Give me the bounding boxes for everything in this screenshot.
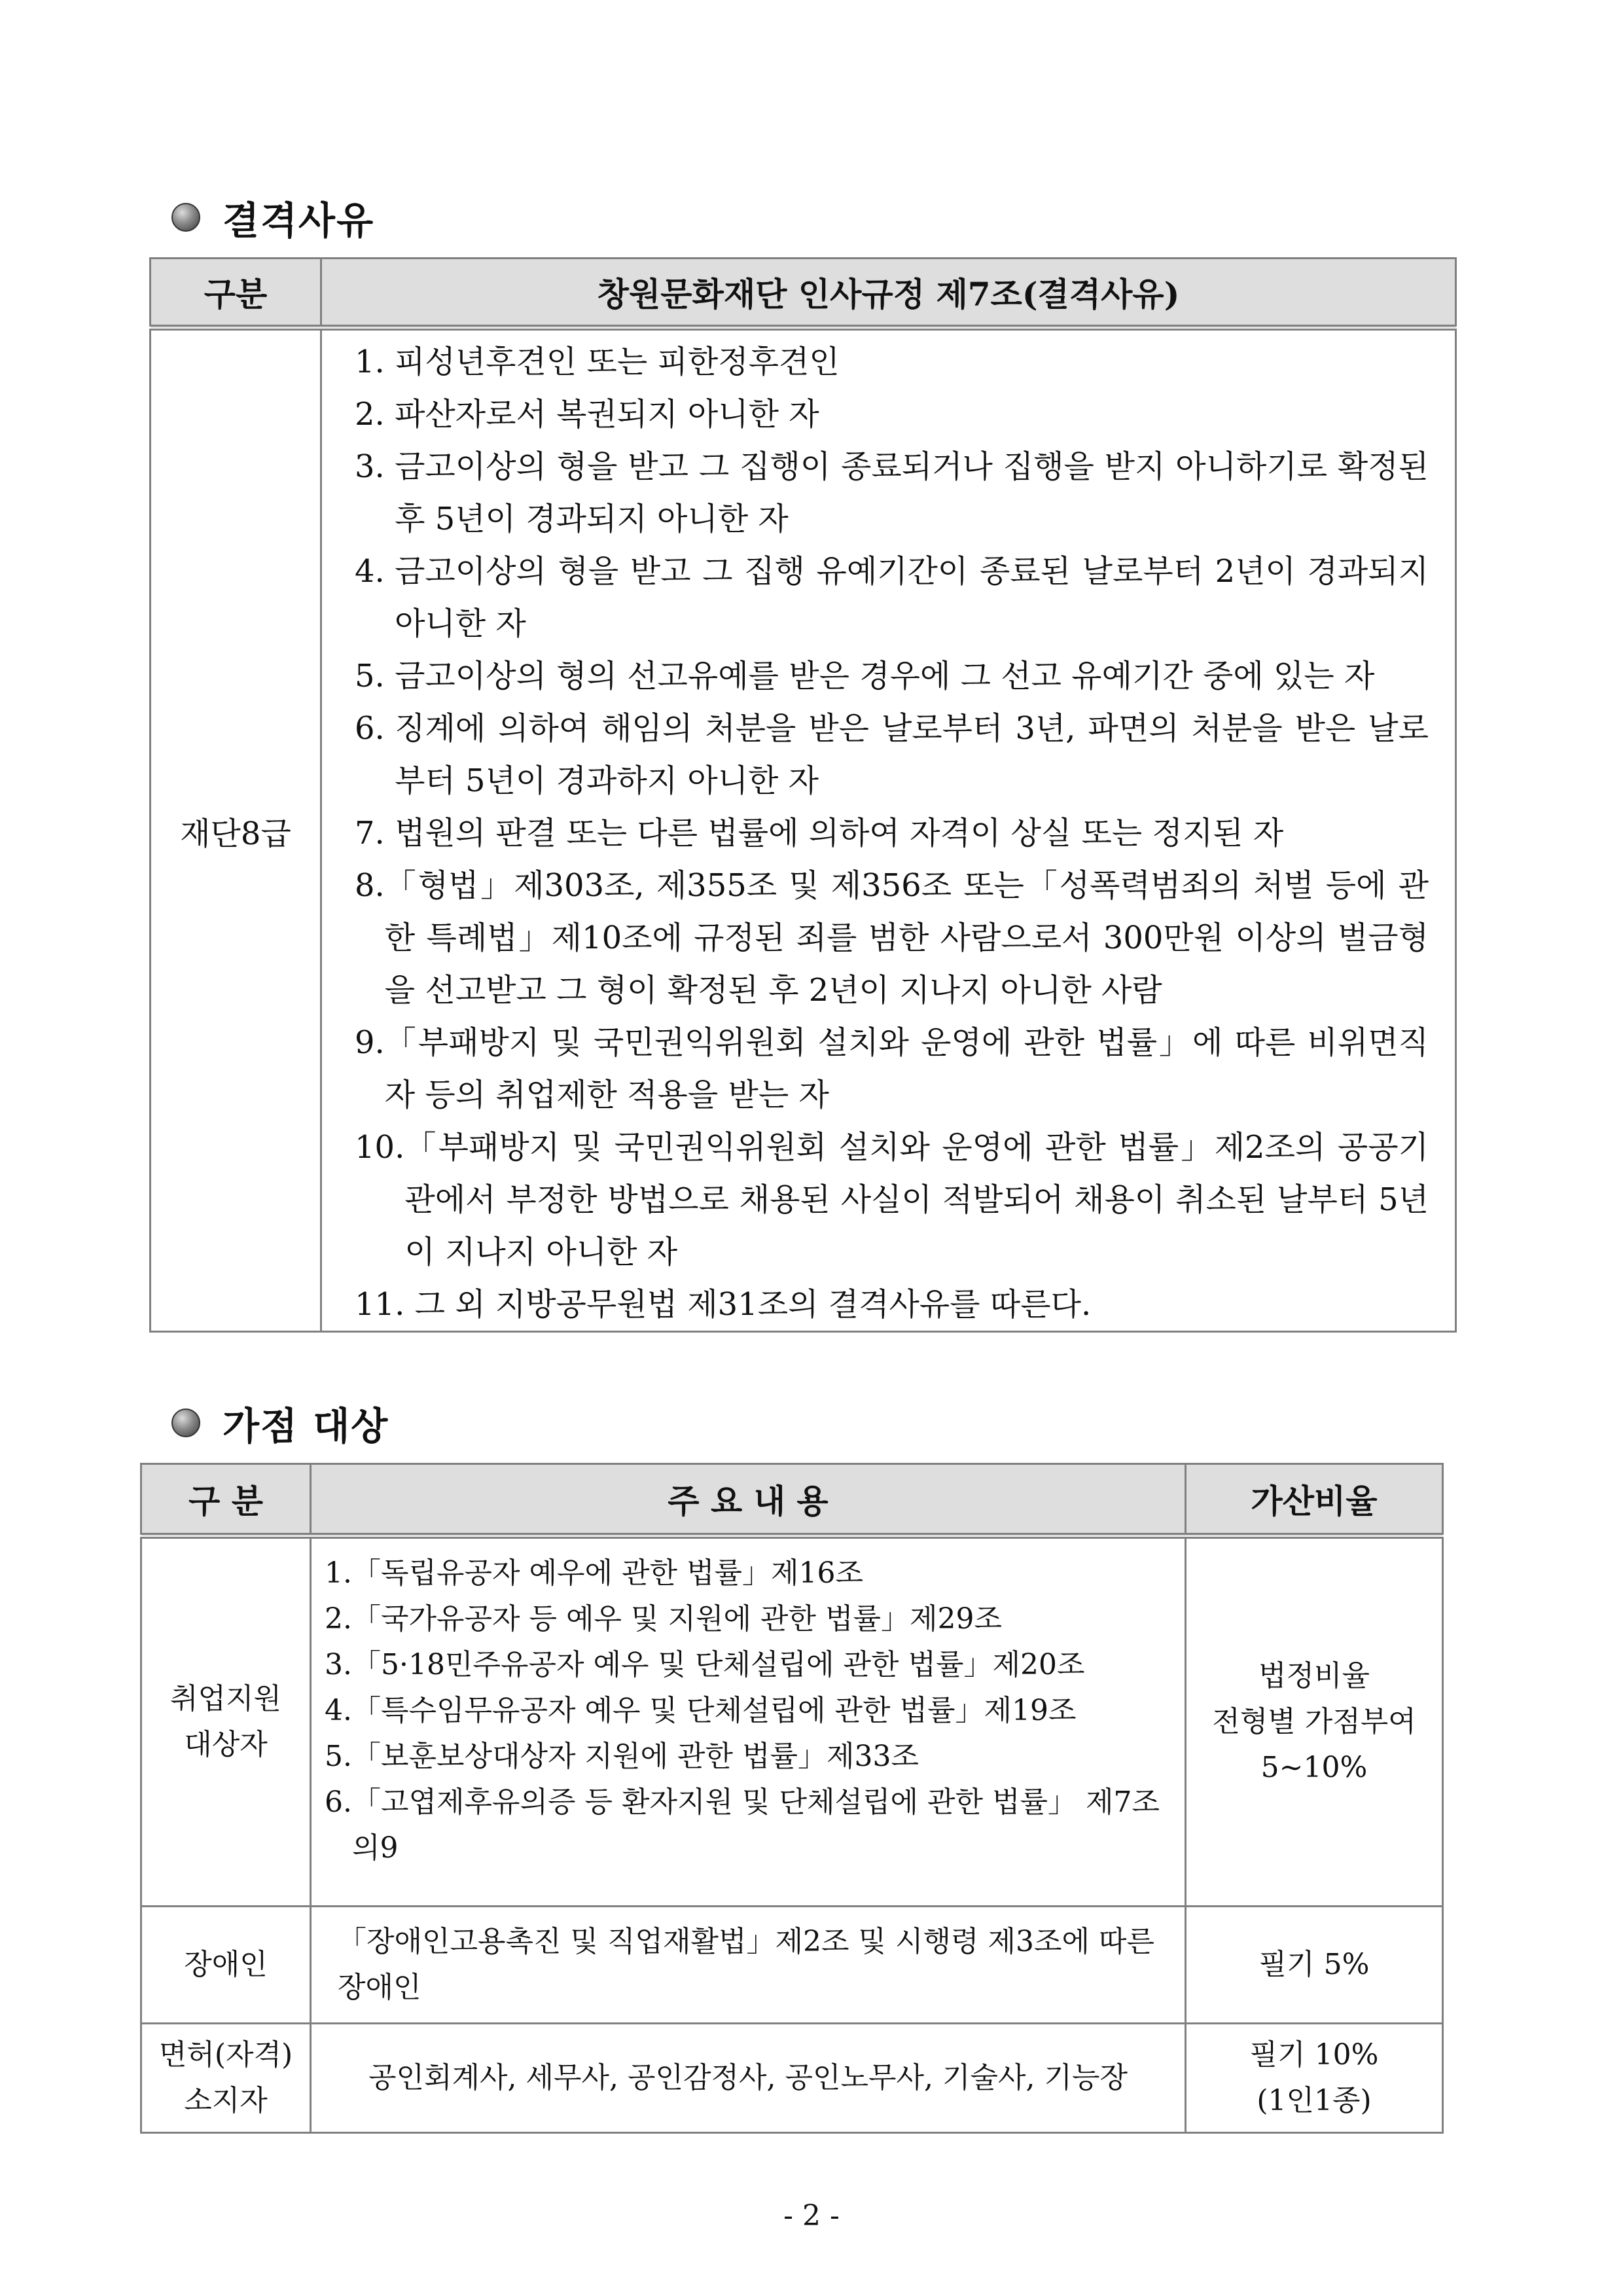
list-item-text: 금고이상의 형의 선고유예를 받은 경우에 그 선고 유예기간 중에 있는 자 bbox=[395, 658, 1375, 694]
disqualification-items bbox=[355, 336, 1429, 1331]
section-title-text: 가점 대상 bbox=[223, 1404, 389, 1448]
list-item-text: 법원의 판결 또는 다른 법률에 의하여 자격이 상실 또는 정지된 자 bbox=[395, 815, 1284, 852]
circle-bullet-icon bbox=[171, 203, 200, 232]
list-item bbox=[355, 336, 1429, 388]
list-item bbox=[355, 859, 1429, 1016]
list-item-number: 11. bbox=[355, 1286, 415, 1323]
list-item-text: 금고이상의 형을 받고 그 집행 유예기간이 종료된 날로부터 2년이 경과되지 아니한 자 bbox=[395, 553, 1429, 642]
content-license: 공인회계사, 세무사, 공인감정사, 공인노무사, 기술사, 기능장 bbox=[311, 2024, 1186, 2133]
list-item-number: 3. bbox=[355, 448, 395, 485]
list-item bbox=[325, 1780, 1169, 1871]
list-item-number: 2. bbox=[355, 396, 395, 433]
content-disabled: 「장애인고용촉진 및 직업재활법」제2조 및 시행령 제3조에 따른 장애인 bbox=[311, 1907, 1186, 2024]
list-item-text: 「부패방지 및 국민권익위원회 설치와 운영에 관한 법률」에 따른 비위면직자 등의 취업제한 적용을 받는 자 bbox=[384, 1024, 1429, 1113]
list-item-text: 그 외 지방공무원법 제31조의 결격사유를 따른다. bbox=[414, 1286, 1092, 1323]
header-category: 구분 bbox=[151, 259, 321, 328]
list-item-number: 1. bbox=[325, 1556, 352, 1590]
row-label-grade: 재단8급 bbox=[151, 328, 321, 1332]
list-item-text: 「부패방지 및 국민권익위원회 설치와 운영에 관한 법률」제2조의 공공기관에서 부정한 방법으로 채용된 사실이 적발되어 채용이 취소된 날부터 5년이 지나지 아니한 자 bbox=[404, 1129, 1429, 1270]
list-item bbox=[355, 1016, 1429, 1121]
table-header-row bbox=[141, 1464, 1443, 1536]
list-item-number: 2. bbox=[325, 1602, 352, 1636]
header-rate: 가산비율 bbox=[1186, 1464, 1443, 1536]
list-item bbox=[355, 440, 1429, 545]
disqualification-list bbox=[321, 328, 1456, 1332]
header-content: 주 요 내 용 bbox=[311, 1464, 1186, 1536]
table-row bbox=[141, 1536, 1443, 1907]
rate-license: 필기 10% (1인1종) bbox=[1186, 2024, 1443, 2133]
list-item bbox=[355, 545, 1429, 650]
disqualification-table bbox=[149, 257, 1457, 1333]
table-row bbox=[151, 328, 1456, 1332]
list-item-number: 5. bbox=[325, 1740, 352, 1773]
rate-employment-support: 법정비율 전형별 가점부여 5~10% bbox=[1186, 1536, 1443, 1907]
list-item bbox=[355, 388, 1429, 440]
list-item-text: 「독립유공자 예우에 관한 법률」제16조 bbox=[351, 1556, 863, 1590]
list-item-number: 3. bbox=[325, 1648, 352, 1681]
rate-disabled: 필기 5% bbox=[1186, 1907, 1443, 2024]
list-item-number: 5. bbox=[355, 658, 395, 694]
section-title-disqualification bbox=[171, 190, 374, 245]
circle-bullet-icon bbox=[171, 1408, 200, 1437]
list-item bbox=[325, 1642, 1169, 1688]
list-item-number: 4. bbox=[325, 1694, 352, 1727]
page-number: - 2 - bbox=[783, 2199, 840, 2233]
list-item bbox=[355, 807, 1429, 859]
row-label-employment-support: 취업지원 대상자 bbox=[141, 1536, 311, 1907]
list-item-text: 「보훈보상대상자 지원에 관한 법률」제33조 bbox=[351, 1740, 919, 1773]
row-label-disabled: 장애인 bbox=[141, 1907, 311, 2024]
row-label-license: 면허(자격) 소지자 bbox=[141, 2024, 311, 2133]
list-item-number: 6. bbox=[355, 710, 395, 747]
header-regulation: 창원문화재단 인사규정 제7조(결격사유) bbox=[321, 259, 1456, 328]
list-item-number: 10. bbox=[355, 1129, 405, 1166]
bonus-table bbox=[140, 1463, 1444, 2134]
list-item-number: 8. bbox=[355, 867, 385, 904]
list-item-text: 「국가유공자 등 예우 및 지원에 관한 법률」제29조 bbox=[351, 1602, 1002, 1636]
list-item bbox=[325, 1734, 1169, 1780]
employment-support-items bbox=[325, 1551, 1169, 1871]
table-row bbox=[141, 2024, 1443, 2133]
section-title-text: 결격사유 bbox=[223, 198, 375, 243]
list-item bbox=[355, 702, 1429, 807]
list-item-number: 4. bbox=[355, 553, 395, 590]
list-item bbox=[355, 650, 1429, 702]
table-header-row bbox=[151, 259, 1456, 328]
list-item-number: 6. bbox=[325, 1785, 352, 1819]
list-item-text: 「5·18민주유공자 예우 및 단체설립에 관한 법률」제20조 bbox=[351, 1648, 1085, 1681]
list-item-number: 9. bbox=[355, 1024, 385, 1061]
list-item-number: 1. bbox=[355, 344, 395, 380]
list-item-text: 금고이상의 형을 받고 그 집행이 종료되거나 집행을 받지 아니하기로 확정된 후 5년이 경과되지 아니한 자 bbox=[395, 448, 1429, 537]
list-item-number: 7. bbox=[355, 815, 395, 852]
list-item bbox=[325, 1551, 1169, 1596]
list-item-text: 피성년후견인 또는 피한정후견인 bbox=[395, 344, 840, 380]
list-item bbox=[355, 1121, 1429, 1278]
list-item-text: 파산자로서 복권되지 아니한 자 bbox=[395, 396, 819, 433]
list-item-text: 「형법」제303조, 제355조 및 제356조 또는「성폭력범죄의 처벌 등에 관한 특례법」제10조에 규정된 죄를 범한 사람으로서 300만원 이상의 벌금형을 선고받고 그 형이 확정된 후 2년이 지나지 아니한 사람 bbox=[384, 867, 1429, 1009]
list-item-text: 「고엽제후유의증 등 환자지원 및 단체설립에 관한 법률」 제7조의9 bbox=[351, 1785, 1160, 1865]
list-item-text: 징계에 의하여 해임의 처분을 받은 날로부터 3년, 파면의 처분을 받은 날로부터 5년이 경과하지 아니한 자 bbox=[395, 710, 1429, 799]
table-row bbox=[141, 1907, 1443, 2024]
header-category: 구 분 bbox=[141, 1464, 311, 1536]
section-title-bonus bbox=[171, 1395, 389, 1450]
list-item-text: 「특수임무유공자 예우 및 단체설립에 관한 법률」제19조 bbox=[351, 1694, 1077, 1727]
list-item bbox=[355, 1278, 1429, 1331]
list-item bbox=[325, 1688, 1169, 1734]
list-item bbox=[325, 1596, 1169, 1642]
employment-support-list bbox=[311, 1536, 1186, 1907]
